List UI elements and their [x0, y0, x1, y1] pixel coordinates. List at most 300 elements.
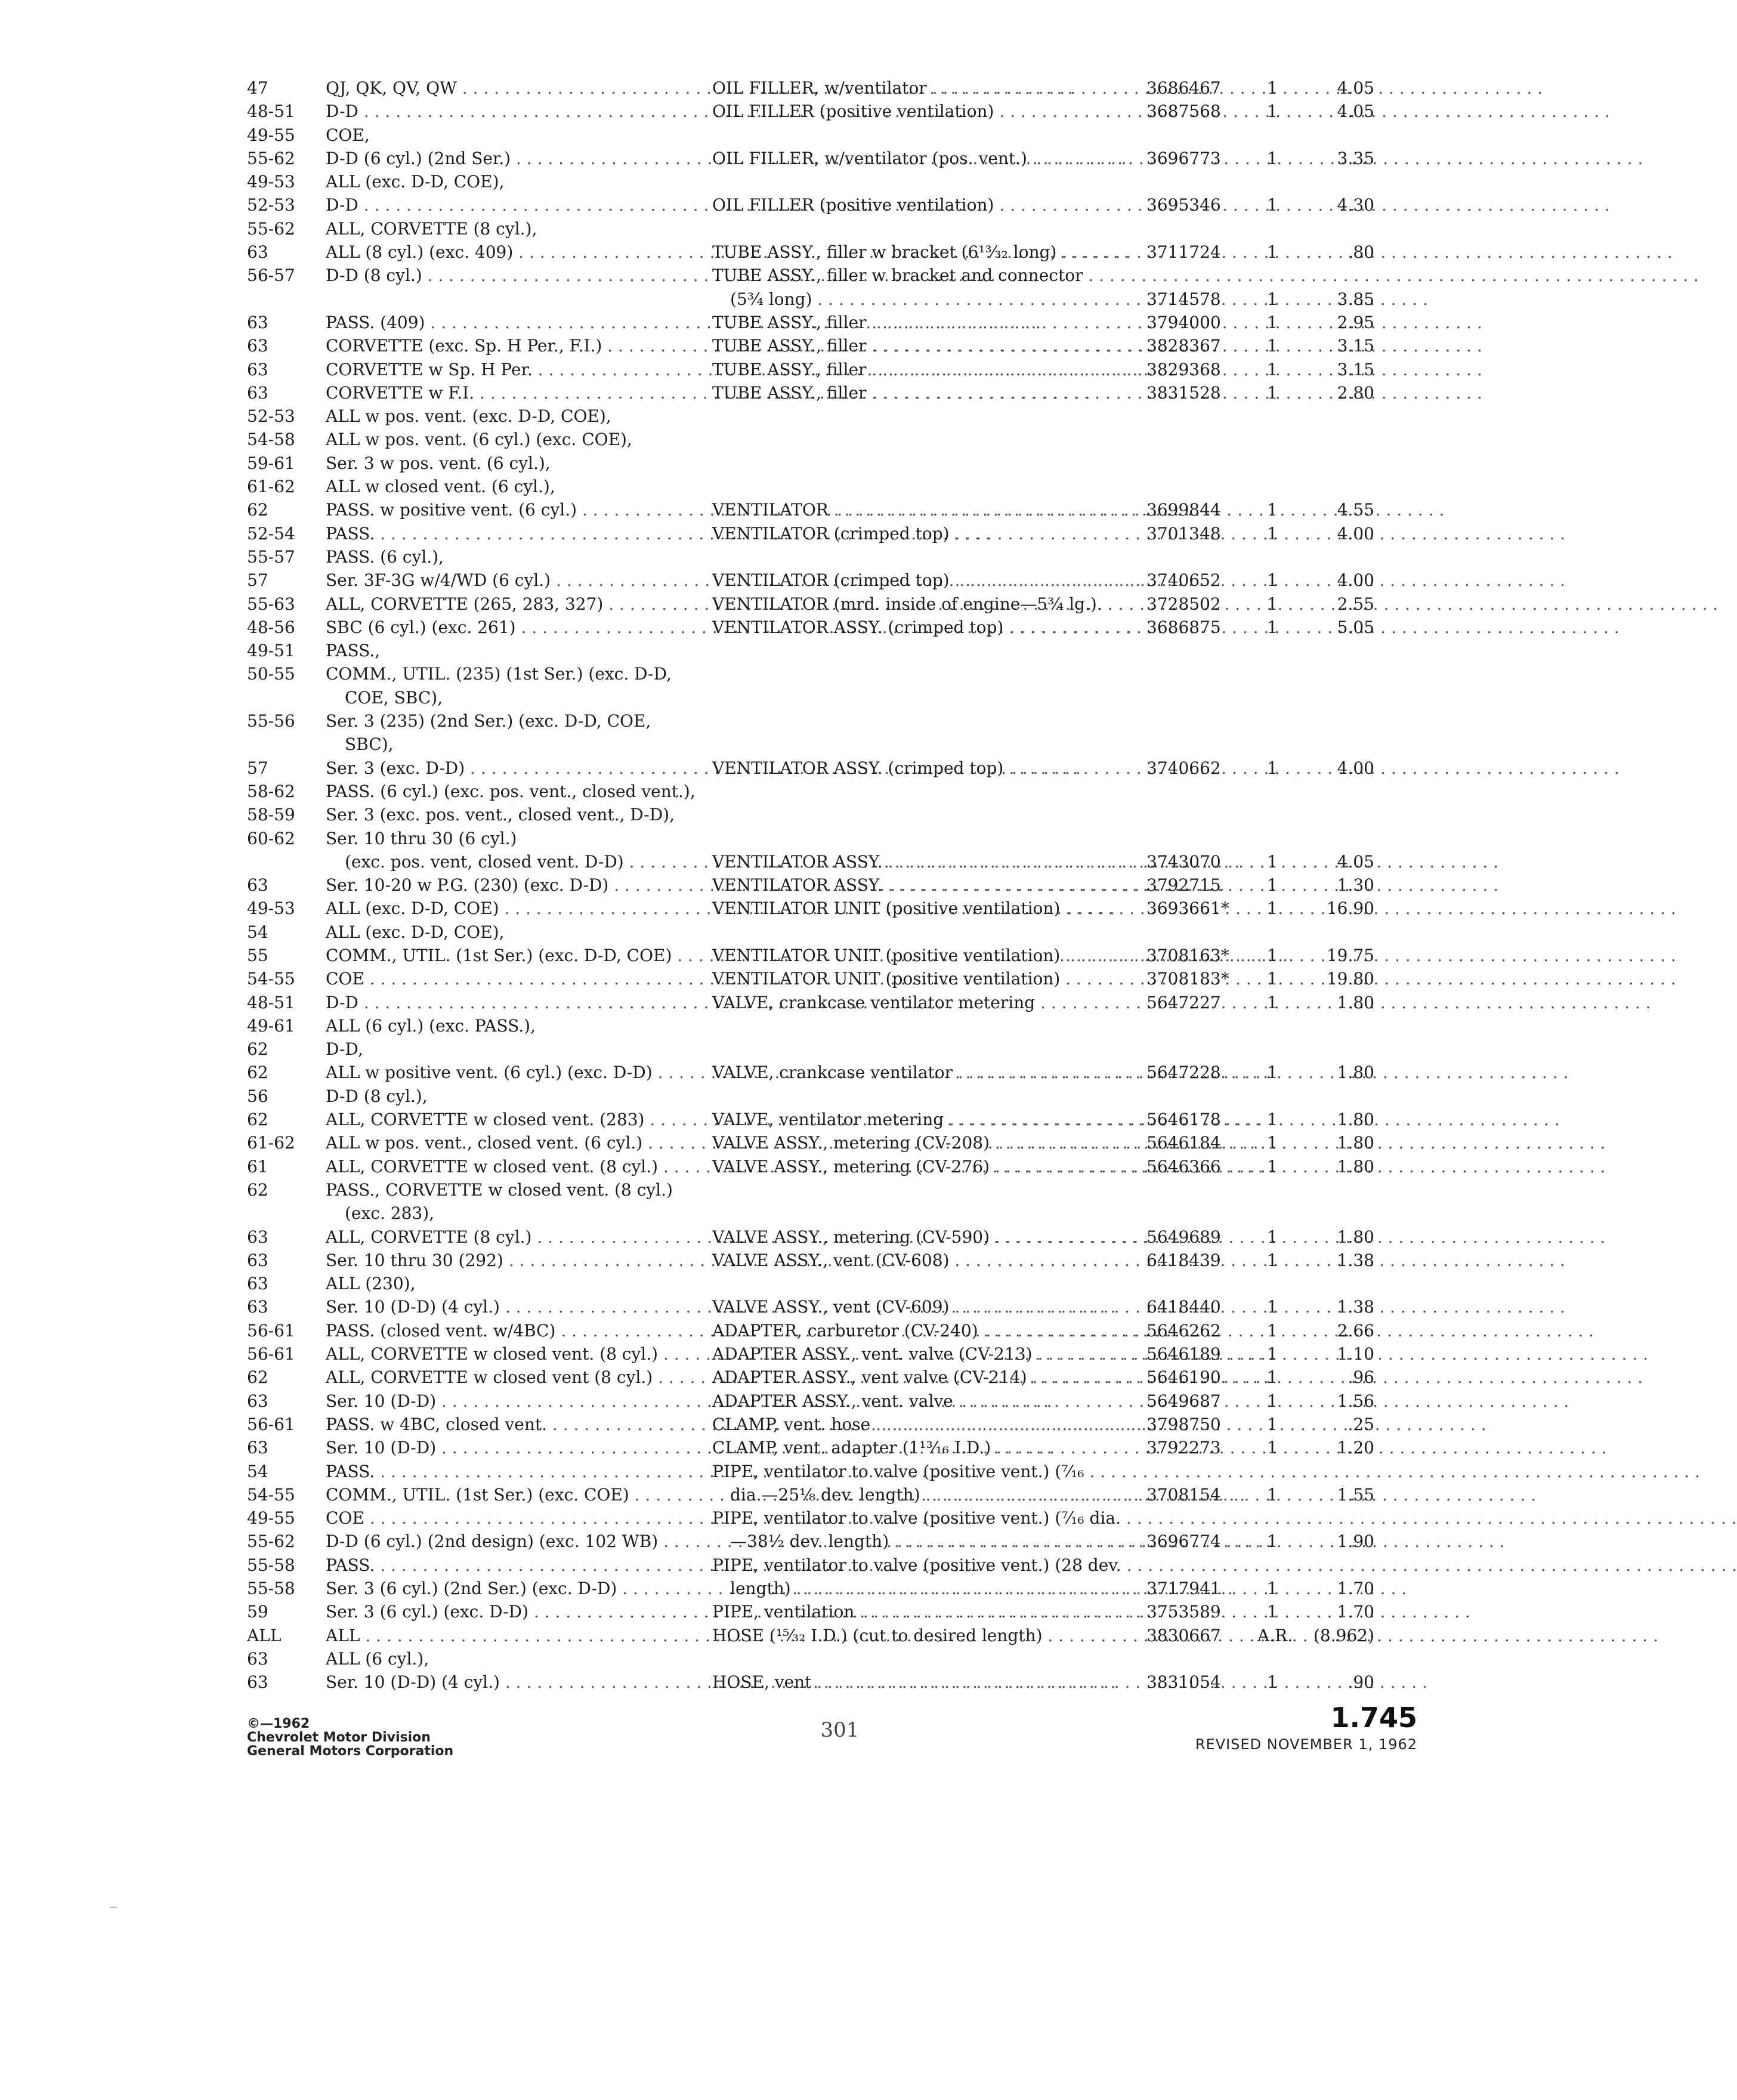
cell-app: PASS., CORVETTE w closed vent. (8 cyl.) — [326, 1179, 673, 1200]
cell-year: 50-55 — [247, 664, 295, 684]
cell-qty: 1 — [1267, 1156, 1278, 1176]
cell-price: 1.30 — [1337, 875, 1374, 895]
cell-app: ALL, CORVETTE (8 cyl.) . . . — [326, 1225, 696, 1249]
cell-qty: 1 — [1267, 289, 1278, 309]
cell-qty: 1 — [1267, 312, 1278, 332]
cell-part: 3830667 — [1146, 1625, 1221, 1645]
cell-qty: 1 — [1267, 851, 1278, 872]
table-row — [247, 1131, 1374, 1154]
table-row — [247, 123, 1358, 147]
cell-desc: ADAPTER ASSY., vent. valve (CV-213) . . . — [712, 1342, 1130, 1366]
cell-part: 3828367 — [1146, 336, 1221, 356]
table-row — [247, 1506, 1358, 1530]
cell-part: 5649689 — [1146, 1227, 1221, 1247]
cell-qty: 1 — [1267, 1297, 1278, 1317]
cell-app: COE, SBC), — [345, 687, 443, 708]
cell-app: SBC), — [345, 734, 394, 755]
cell-part: 3687568 — [1146, 101, 1221, 122]
cell-year: 63 — [247, 1391, 268, 1411]
cell-part: 5646184 — [1146, 1133, 1221, 1153]
cell-qty: 1 — [1267, 1438, 1278, 1458]
cell-desc: VENTILATOR UNIT (positive ventilation) . . . — [712, 944, 1130, 967]
cell-qty: 1 — [1267, 1227, 1278, 1247]
cell-app: Ser. 10 thru 30 (6 cyl.) — [326, 828, 517, 848]
cell-price: 19.80 — [1326, 969, 1374, 989]
table-row — [247, 170, 1358, 193]
table-row — [247, 686, 1358, 709]
cell-desc: TUBE ASSY., filler w bracket and connector . . . — [712, 264, 1130, 287]
cell-qty: 1 — [1267, 758, 1278, 778]
cell-year: 56-61 — [247, 1320, 295, 1341]
cell-part: 3701348 — [1146, 523, 1221, 543]
cell-desc: VALVE ASSY., vent (CV-609) . . . — [712, 1295, 1130, 1318]
cell-app: ALL w pos. vent. (6 cyl.) (exc. COE), — [326, 430, 632, 450]
cell-qty: 1 — [1267, 359, 1278, 379]
cell-desc: ADAPTER, carburetor (CV-240) . . . — [712, 1319, 1130, 1342]
cell-qty: 1 — [1267, 1320, 1278, 1341]
table-row — [247, 1366, 1374, 1389]
cell-desc: PIPE, ventilator to valve (positive vent.) (28 dev. . . . — [712, 1554, 1130, 1577]
table-row — [247, 452, 1358, 475]
cell-qty: 1 — [1267, 617, 1278, 637]
cell-app: ALL w pos. vent., closed vent. (6 cyl.) . . . — [326, 1131, 696, 1154]
cell-app: ALL (6 cyl.), — [326, 1648, 429, 1669]
cell-qty: 1 — [1267, 875, 1278, 895]
cell-price: .96 — [1347, 1367, 1374, 1388]
cell-desc: OIL FILLER, w/ventilator . . . — [712, 76, 1130, 100]
cell-app: ALL, CORVETTE (265, 283, 327) . . . — [326, 592, 696, 616]
cell-price: 4.00 — [1337, 570, 1374, 591]
cell-qty: 1 — [1267, 594, 1278, 614]
cell-app: PASS. (closed vent. w/4BC) . . . — [326, 1319, 696, 1342]
cell-part: 3714578 — [1146, 289, 1221, 309]
cell-app: SBC (6 cyl.) (exc. 261) . . . — [326, 616, 696, 639]
cell-year: 59 — [247, 1602, 268, 1622]
cell-year: 55-62 — [247, 148, 295, 168]
table-row — [247, 1530, 1374, 1553]
table-row — [247, 1483, 1374, 1506]
cell-desc: TUBE ASSY., filler . . . — [712, 311, 1130, 334]
table-row — [247, 475, 1358, 498]
cell-part: 5647227 — [1146, 992, 1221, 1012]
table-row — [247, 1413, 1374, 1436]
cell-year: 62 — [247, 500, 268, 520]
cell-app: Ser. 10 thru 30 (292) . . . — [326, 1249, 696, 1272]
cell-app: ALL (230), — [326, 1274, 416, 1294]
cell-qty: 1 — [1267, 523, 1278, 543]
cell-price: 2.55 — [1337, 594, 1374, 614]
cell-price: 1.38 — [1337, 1297, 1374, 1317]
cell-price: .80 — [1347, 242, 1374, 262]
cell-price: 3.15 — [1337, 359, 1374, 379]
cell-year: 62 — [247, 1367, 268, 1388]
cell-part: 3792273 — [1146, 1438, 1221, 1458]
cell-desc: OIL FILLER, w/ventilator (pos. vent.) . . . — [712, 147, 1130, 170]
cell-app: Ser. 3 (235) (2nd Ser.) (exc. D-D, COE, — [326, 711, 651, 731]
cell-price: (8.962) — [1313, 1625, 1374, 1645]
cell-desc: VENTILATOR UNIT (positive ventilation) . . . — [712, 897, 1130, 920]
cell-desc: TUBE ASSY., filler . . . — [712, 334, 1130, 357]
cell-desc: VENTILATOR (crimped top) . . . — [712, 569, 1130, 592]
cell-price: 5.05 — [1337, 617, 1374, 637]
cell-part: 3740662 — [1146, 758, 1221, 778]
cell-desc: VENTILATOR ASSY. . . . — [712, 850, 1130, 873]
cell-qty: 1 — [1267, 78, 1278, 98]
cell-app: Ser. 3 w pos. vent. (6 cyl.), — [326, 453, 551, 473]
cell-part: 3695346 — [1146, 195, 1221, 215]
cell-app: Ser. 3 (6 cyl.) (exc. D-D) . . . — [326, 1600, 696, 1623]
cell-part: 3711724 — [1146, 242, 1221, 262]
cell-qty: 1 — [1267, 969, 1278, 989]
table-row — [247, 850, 1374, 873]
cell-price: 4.30 — [1337, 195, 1374, 215]
cell-desc: VENTILATOR ASSY. (crimped top) . . . — [712, 616, 1130, 639]
cell-part: 3708154 — [1146, 1484, 1221, 1505]
cell-part: 3829368 — [1146, 359, 1221, 379]
cell-price: 1.20 — [1337, 1438, 1374, 1458]
table-row — [247, 780, 1358, 803]
cell-desc: PIPE, ventilation . . . — [712, 1600, 1130, 1623]
cell-price: 1.70 — [1337, 1579, 1374, 1598]
cell-app: QJ, QK, QV, QW . . . — [326, 76, 696, 100]
cell-app: Ser. 10-20 w P.G. (230) (exc. D-D) . . . — [326, 873, 696, 897]
cell-price: 1.80 — [1337, 1227, 1374, 1247]
cell-desc: VALVE, ventilator metering . . . — [712, 1108, 1130, 1131]
cell-app: Ser. 3F-3G w/4/WD (6 cyl.) . . . — [326, 569, 696, 592]
table-row — [247, 944, 1374, 967]
cell-price: 4.05 — [1337, 78, 1374, 98]
table-row — [247, 921, 1358, 944]
cell-price: 3.35 — [1337, 148, 1374, 168]
cell-price: 2.95 — [1337, 312, 1374, 332]
cell-app: ALL (8 cyl.) (exc. 409) . . . — [326, 240, 696, 264]
table-row — [247, 147, 1374, 170]
cell-qty: 1 — [1267, 242, 1278, 262]
cell-price: 1.80 — [1337, 1063, 1374, 1083]
table-row — [247, 616, 1374, 639]
cell-year: 63 — [247, 1250, 268, 1270]
cell-app: D-D (8 cyl.) . . . — [326, 264, 696, 287]
cell-price: 1.80 — [1337, 1110, 1374, 1130]
cell-part: 3743070 — [1146, 851, 1221, 872]
cell-part: 5646190 — [1146, 1367, 1221, 1388]
cell-part: 3792715 — [1146, 875, 1221, 895]
cell-qty: 1 — [1267, 1063, 1278, 1083]
table-row — [247, 1600, 1374, 1623]
table-row — [247, 1342, 1374, 1366]
cell-app: Ser. 10 (D-D) (4 cyl.) . . . — [326, 1670, 696, 1694]
copyright-line: ©—1962 — [247, 1716, 310, 1731]
cell-year: 49-55 — [247, 125, 295, 145]
cell-year: 55-56 — [247, 711, 295, 731]
revised-date: REVISED NOVEMBER 1, 1962 — [1195, 1736, 1417, 1753]
cell-year: 57 — [247, 758, 268, 778]
cell-app: D-D (6 cyl.) (2nd design) (exc. 102 WB) . . . — [326, 1530, 696, 1553]
cell-desc: VENTILATOR ASSY. . . . — [712, 873, 1130, 897]
table-row — [247, 897, 1374, 920]
cell-year: 63 — [247, 1672, 268, 1693]
cell-year: 63 — [247, 382, 268, 403]
table-row — [247, 1225, 1374, 1249]
cell-app: (exc. 283), — [345, 1203, 435, 1224]
cell-app: COMM., UTIL. (1st Ser.) (exc. D-D, COE) . . . — [326, 944, 696, 967]
corporation-line: General Motors Corporation — [247, 1744, 454, 1759]
cell-year: 49-53 — [247, 172, 295, 192]
table-row — [247, 498, 1374, 521]
cell-app: PASS. . . . — [326, 1460, 696, 1483]
cell-app: PASS. w 4BC, closed vent. . . . — [326, 1413, 696, 1436]
cell-year: 54 — [247, 1461, 268, 1481]
cell-year: 61-62 — [247, 477, 295, 497]
cell-app: COE . . . — [326, 1506, 696, 1530]
table-row — [247, 1319, 1374, 1342]
table-row — [247, 1037, 1358, 1061]
table-row — [247, 1554, 1358, 1577]
division-line: Chevrolet Motor Division — [247, 1730, 431, 1745]
cell-price: 1.90 — [1337, 1531, 1374, 1552]
cell-qty: 1 — [1267, 1602, 1278, 1622]
table-row — [247, 733, 1358, 756]
cell-desc: VALVE ASSY., vent (CV-608) . . . — [712, 1249, 1130, 1272]
cell-desc: VENTILATOR UNIT (positive ventilation) . . . — [712, 967, 1130, 990]
table-row — [247, 1202, 1358, 1225]
cell-desc: PIPE, ventilator to valve (positive vent.) (⁷⁄₁₆ . . . — [712, 1460, 1130, 1483]
table-row — [247, 1155, 1374, 1178]
cell-year: 63 — [247, 242, 268, 262]
table-row — [247, 1108, 1374, 1131]
cell-year: 49-55 — [247, 1508, 295, 1528]
table-row — [247, 264, 1358, 287]
cell-desc: HOSE, vent . . . — [712, 1670, 1130, 1694]
table-row — [247, 1178, 1358, 1202]
cell-year: 55-63 — [247, 594, 295, 614]
cell-app: PASS. (409) . . . — [326, 311, 696, 334]
cell-year: 52-53 — [247, 195, 295, 215]
cell-year: 63 — [247, 359, 268, 379]
cell-app: ALL w pos. vent. (exc. D-D, COE), — [326, 406, 611, 427]
cell-desc: VENTILATOR (crimped top) . . . — [712, 522, 1130, 545]
cell-year: 55-62 — [247, 1531, 295, 1552]
cell-year: 48-51 — [247, 101, 295, 122]
cell-part: 5649687 — [1146, 1391, 1221, 1411]
cell-desc: length) . . . — [712, 1577, 1148, 1600]
cell-desc: VALVE ASSY., metering (CV-208) . . . — [712, 1131, 1130, 1154]
cell-qty: 1 — [1267, 570, 1278, 591]
cell-year: 61-62 — [247, 1133, 295, 1153]
cell-part: 3696773 — [1146, 148, 1221, 168]
cell-app: PASS. w positive vent. (6 cyl.) . . . — [326, 498, 696, 521]
table-row — [247, 1295, 1374, 1318]
table-row — [247, 662, 1358, 685]
page-number: 301 — [820, 1718, 860, 1742]
cell-app: PASS., — [326, 641, 381, 661]
footer-publisher — [247, 1717, 453, 1758]
cell-app: COMM., UTIL. (1st Ser.) (exc. COE) . . . — [326, 1483, 696, 1506]
cell-qty: 1 — [1267, 382, 1278, 403]
cell-qty: 1 — [1267, 1414, 1278, 1434]
table-row — [247, 381, 1374, 404]
cell-app: Ser. 3 (exc. D-D) . . . — [326, 756, 696, 780]
cell-app: PASS. (6 cyl.), — [326, 546, 444, 567]
cell-year: 52-53 — [247, 406, 295, 427]
cell-price: 1.55 — [1337, 1484, 1374, 1505]
cell-year: 61 — [247, 1156, 268, 1176]
cell-app: ALL, CORVETTE w closed vent. (8 cyl.) . . . — [326, 1342, 696, 1366]
cell-price: 1.38 — [1337, 1250, 1374, 1270]
cell-price: 1.70 — [1337, 1602, 1374, 1622]
cell-year: 60-62 — [247, 828, 295, 848]
cell-app: ALL (exc. D-D, COE), — [326, 172, 505, 192]
cell-app: D-D, — [326, 1039, 363, 1060]
table-row — [247, 569, 1374, 592]
cell-desc: VALVE ASSY., metering (CV-276) . . . — [712, 1155, 1130, 1178]
table-row — [247, 1577, 1374, 1600]
cell-year: 49-53 — [247, 898, 295, 919]
cell-price: 1.80 — [1337, 1156, 1374, 1176]
table-row — [247, 1670, 1374, 1694]
table-row — [247, 967, 1374, 990]
cell-year: 63 — [247, 1648, 268, 1669]
cell-part: 3686467 — [1146, 78, 1221, 98]
cell-year: 54-55 — [247, 1484, 295, 1505]
table-row — [247, 404, 1358, 428]
cell-year: 56-57 — [247, 265, 295, 286]
cell-part: 6418439 — [1146, 1250, 1221, 1270]
cell-part: 5646189 — [1146, 1344, 1221, 1364]
cell-app: PASS. (6 cyl.) (exc. pos. vent., closed vent.), — [326, 781, 696, 801]
cell-price: 4.05 — [1337, 851, 1374, 872]
table-row — [247, 991, 1374, 1014]
cell-desc: VENTILATOR ASSY. (crimped top) . . . — [712, 756, 1130, 780]
cell-desc: CLAMP, vent. hose . . . — [712, 1413, 1130, 1436]
cell-part: 3753589 — [1146, 1602, 1221, 1622]
table-row — [247, 217, 1358, 240]
cell-part: 3794000 — [1146, 312, 1221, 332]
cell-app: ALL (exc. D-D, COE) . . . — [326, 897, 696, 920]
cell-part: 6418440 — [1146, 1297, 1221, 1317]
cell-desc: VALVE, crankcase ventilator . . . — [712, 1061, 1130, 1084]
cell-part: 3798750 — [1146, 1414, 1221, 1434]
cell-qty: 1 — [1267, 101, 1278, 122]
table-row — [247, 1389, 1374, 1413]
cell-app: CORVETTE w F.I. . . . — [326, 381, 696, 404]
table-row — [247, 827, 1358, 850]
cell-desc: VENTILATOR . . . — [712, 498, 1130, 521]
cell-app: D-D (6 cyl.) (2nd Ser.) . . . — [326, 147, 696, 170]
cell-desc: HOSE (¹⁵⁄₃₂ I.D.) (cut to desired length) . . . — [712, 1624, 1130, 1647]
table-row — [247, 1624, 1374, 1647]
cell-desc: (5³⁄₄ long) . . . — [712, 288, 1148, 311]
cell-price: 4.00 — [1337, 523, 1374, 543]
table-row — [247, 1014, 1358, 1037]
cell-app: COMM., UTIL. (235) (1st Ser.) (exc. D-D, — [326, 664, 672, 684]
cell-part: 3686875 — [1146, 617, 1221, 637]
cell-part: 3740652 — [1146, 570, 1221, 591]
cell-year: 49-51 — [247, 641, 295, 661]
cell-year: 54 — [247, 922, 268, 942]
cell-price: 2.66 — [1337, 1320, 1374, 1341]
cell-price: 3.15 — [1337, 336, 1374, 356]
table-row — [247, 428, 1358, 451]
cell-year: ALL — [247, 1625, 282, 1645]
cell-part: 5647228 — [1146, 1063, 1221, 1083]
cell-price: 3.85 — [1337, 289, 1374, 309]
cell-app: D-D . . . — [326, 100, 696, 123]
cell-price: 1.80 — [1337, 992, 1374, 1012]
cell-qty: 1 — [1267, 945, 1278, 965]
table-row — [247, 1272, 1358, 1295]
cell-part: 3696774 — [1146, 1531, 1221, 1552]
cell-desc: ADAPTER ASSY., vent valve (CV-214) . . . — [712, 1366, 1130, 1389]
cell-qty: 1 — [1267, 1250, 1278, 1270]
cell-year: 48-51 — [247, 992, 295, 1012]
cell-price: 19.75 — [1326, 945, 1374, 965]
cell-price: 1.80 — [1337, 1133, 1374, 1153]
cell-year: 63 — [247, 875, 268, 895]
cell-qty: 1 — [1267, 500, 1278, 520]
cell-year: 63 — [247, 312, 268, 332]
cell-app: PASS. . . . — [326, 1554, 696, 1577]
cell-year: 63 — [247, 336, 268, 356]
table-row — [247, 334, 1374, 357]
table-row — [247, 193, 1374, 217]
table-row — [247, 592, 1374, 616]
table-row — [247, 522, 1374, 545]
cell-year: 56-61 — [247, 1344, 295, 1364]
cell-app: PASS. . . . — [326, 522, 696, 545]
cell-qty: 1 — [1267, 1672, 1278, 1693]
cell-price: 1.10 — [1337, 1344, 1374, 1364]
cell-app: COE, — [326, 125, 370, 145]
cell-year: 55-58 — [247, 1555, 295, 1575]
table-row — [247, 803, 1358, 826]
table-row — [247, 311, 1374, 334]
cell-qty: A.R. — [1257, 1625, 1293, 1645]
table-row — [247, 709, 1358, 733]
cell-part: 5646366 — [1146, 1156, 1221, 1176]
cell-year: 58-62 — [247, 781, 295, 801]
cell-year: 47 — [247, 78, 268, 98]
cell-part: 3728502 — [1146, 594, 1221, 614]
cell-app: ALL, CORVETTE w closed vent (8 cyl.) . . . — [326, 1366, 696, 1389]
cell-app: Ser. 3 (exc. pos. vent., closed vent., D-D), — [326, 805, 675, 825]
cell-year: 48-56 — [247, 617, 295, 637]
cell-price: 4.55 — [1337, 500, 1374, 520]
cell-year: 63 — [247, 1274, 268, 1294]
cell-app: D-D (8 cyl.), — [326, 1086, 428, 1106]
cell-qty: 1 — [1267, 1391, 1278, 1411]
cell-desc: —38¹⁄₂ dev. length) . . . — [712, 1530, 1148, 1553]
table-row — [247, 545, 1358, 569]
cell-year: 55-62 — [247, 218, 295, 239]
cell-qty: 1 — [1267, 898, 1278, 919]
cell-app: ALL (6 cyl.) (exc. PASS.), — [326, 1015, 536, 1036]
cell-qty: 1 — [1267, 1484, 1278, 1505]
cell-part: 5646178 — [1146, 1110, 1221, 1130]
cell-desc: OIL FILLER (positive ventilation) . . . — [712, 193, 1130, 217]
cell-year: 56 — [247, 1086, 268, 1106]
cell-app: D-D . . . — [326, 193, 696, 217]
cell-price: 4.05 — [1337, 101, 1374, 122]
cell-price: 1.56 — [1337, 1391, 1374, 1411]
table-row — [247, 1460, 1358, 1483]
cell-part: 3708183* — [1146, 969, 1229, 989]
cell-part: 5646262 — [1146, 1320, 1221, 1341]
cell-desc: VALVE ASSY., metering (CV-590) . . . — [712, 1225, 1130, 1249]
cell-app: Ser. 10 (D-D) (4 cyl.) . . . — [326, 1295, 696, 1318]
cell-desc: dia.—25¹⁄₈ dev. length) . . . — [712, 1483, 1148, 1506]
table-row — [247, 100, 1374, 123]
